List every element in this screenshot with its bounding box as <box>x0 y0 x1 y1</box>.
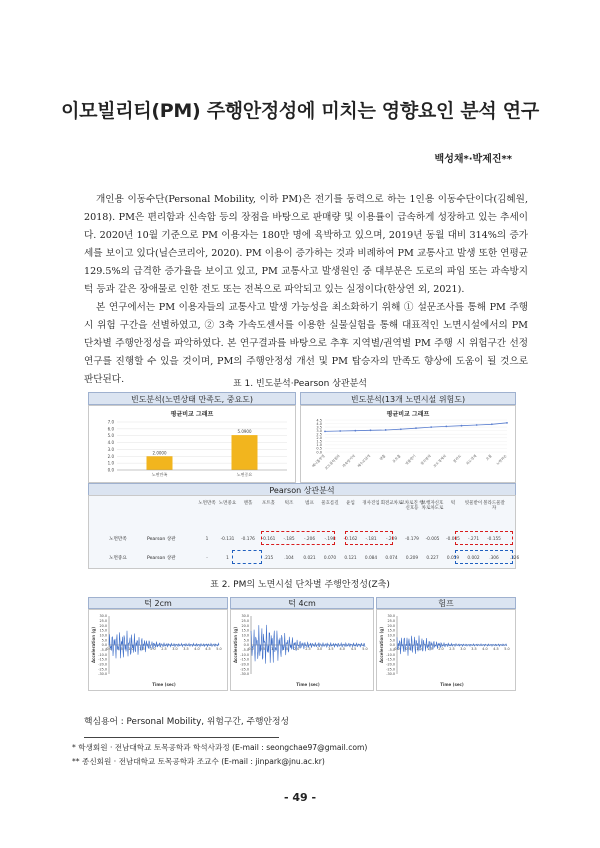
x-tick-label: 4.0 <box>194 647 200 651</box>
x-axis-label: Time (sec) <box>440 682 464 687</box>
row-label: 노면중요 <box>109 556 127 561</box>
table-cell: 1 <box>205 537 209 542</box>
waveform-panel-4cm <box>230 609 374 691</box>
data-label: 5.0900 <box>237 429 252 435</box>
y-tick-label: 15.0 <box>99 628 107 633</box>
y-tick-label: 15.0 <box>387 628 395 633</box>
table-cell: 0.074 <box>385 556 398 561</box>
y-tick-label: 15.0 <box>241 628 249 633</box>
freq-left-header: 빈도분석(노면상태 만족도, 중요도) <box>88 392 296 405</box>
y-tick-label: 10.0 <box>241 633 249 638</box>
x-tick-label: 0.0 <box>394 647 400 651</box>
x-tick-label: 볼라드 <box>452 453 463 464</box>
row-stat: Pearson 상관 <box>147 556 176 561</box>
y-tick-label: 1.0 <box>316 443 322 448</box>
y-tick-label: -10.0 <box>240 652 249 657</box>
table-cell: .215 <box>263 556 274 561</box>
y-tick-label: 25.0 <box>387 619 395 624</box>
table-cell: 0.227 <box>426 556 439 561</box>
x-tick-label: 매니홀뚜껑 <box>311 453 326 469</box>
y-tick-label: 3.5 <box>316 425 322 430</box>
x-tick-label: 2.0 <box>293 647 300 651</box>
bar-chart <box>89 406 295 482</box>
x-axis-label: Time (sec) <box>152 682 176 687</box>
x-tick-label: 2.5 <box>449 647 455 651</box>
table-cell: -0.161 <box>261 537 276 542</box>
column-header: 물흐름길 <box>321 501 339 506</box>
x-tick-label: 배수로덮개 <box>356 453 372 469</box>
table-cell: -0.155 <box>487 537 501 542</box>
y-tick-label: 5.0 <box>107 433 114 439</box>
y-tick-label: 4.0 <box>316 421 322 426</box>
highlight-red <box>261 531 335 545</box>
highlight-red <box>455 531 513 545</box>
y-tick-label: 1.5 <box>316 439 322 444</box>
table-cell: .306 <box>489 556 499 561</box>
line-chart <box>301 406 515 482</box>
y-tick-label: 20.0 <box>99 623 107 628</box>
panel-header-2cm: 턱 2cm <box>88 597 228 609</box>
column-header: 볼라드물잘자 <box>483 501 505 511</box>
y-tick-label: -20.0 <box>98 662 107 667</box>
y-tick-label: 0.0 <box>107 467 114 473</box>
x-tick-label: 5.0 <box>216 647 222 651</box>
table-cell: -.185 <box>283 537 295 542</box>
x-tick-label: 2.0 <box>150 647 156 651</box>
x-tick-label: 3.0 <box>172 647 178 651</box>
y-tick-label: -15.0 <box>98 657 107 662</box>
pearson-table <box>88 495 520 569</box>
y-tick-label: -10.0 <box>98 652 107 657</box>
column-header: 노면중요 <box>218 501 237 506</box>
y-tick-label: 3.0 <box>316 428 322 433</box>
table-cell: .326 <box>509 556 520 561</box>
table-cell: 0.084 <box>364 556 378 561</box>
x-tick-label: 1.5 <box>139 647 145 651</box>
x-tick-label: 3.0 <box>316 647 323 651</box>
column-header: 회전교차로 <box>380 501 403 506</box>
keywords: 핵심용어 : Personal Mobility, 위험구간, 주행안정성 <box>84 717 289 727</box>
table-cell: -.271 <box>467 537 480 542</box>
y-tick-label: 2.0 <box>107 453 114 459</box>
y-tick-label: -20.0 <box>386 662 395 667</box>
y-tick-label: 25.0 <box>241 619 249 624</box>
table-cell: 0.209 <box>405 556 419 561</box>
paragraph: 개인용 이동수단(Personal Mobility, 이하 PM)은 전기를 동력으로 하는 1인용 이동수단이다(김혜원, 2018). PM은 편리함과 신속함 등의 장점을 바탕으로 판매량 및 이용률이 급속하게 성장하고 있는 추세이다. 2020년 10월 기준으로 PM 이용자는 180만 명에 육박하고 있으며, 2019년 동월 대비 314%의 증가세를 보이고 있다(닐슨코리아, 2020). PM 이용이 증가하는 것과 비례하여 PM 교통사고 발생 또한 연평균 129.5%의 급격한 증가율을 보이고 있고, PM 교통사고 발생원인 중 대부분은 도로의 파임 또는 과속방지턱 등과 같은 장애물로 인한 전도 또는 전복으로 파악되고 있는 실정이다(한상연 외, 2021). <box>84 194 528 295</box>
x-tick-label: 빗물받이 <box>404 453 417 466</box>
table2-caption: 표 2. PM의 노면시설 단차별 주행안정성(Z축) <box>210 580 390 590</box>
signal-line <box>251 625 368 664</box>
y-tick-label: 30.0 <box>99 614 107 619</box>
column-header: 노면만족 <box>198 501 216 506</box>
data-label: 2.0000 <box>152 450 167 456</box>
column-header: 범프 <box>305 501 314 506</box>
bar-chart-title: 평균비교 그래프 <box>170 411 214 418</box>
table-cell: -.198 <box>324 537 336 542</box>
x-tick-label: 1.0 <box>128 647 134 651</box>
x-tick-label: 과속방지턱 <box>341 453 357 469</box>
highlight-blue <box>455 550 513 564</box>
y-tick-label: 7.0 <box>107 419 114 425</box>
x-tick-label: 3.0 <box>460 647 466 651</box>
x-tick-label: 5.0 <box>362 647 368 651</box>
y-tick-label: -25.0 <box>98 667 107 672</box>
x-tick-label: 노면중요 <box>236 472 253 477</box>
x-tick-label: 포트홀 <box>391 453 402 464</box>
footnote: * 학생회원 · 전남대학교 토목공학과 학석사과정 (E-mail : seongchae97@gmail.com) <box>72 743 368 752</box>
x-tick-label: 0.5 <box>405 647 411 651</box>
column-header: 빗물받이 <box>464 501 483 506</box>
x-tick-label: 0.5 <box>117 647 123 651</box>
x-tick-label: 5.0 <box>504 647 510 651</box>
x-tick-label: 보도경계석 <box>432 453 448 469</box>
y-tick-label: 6.0 <box>107 426 114 432</box>
line-chart-title: 평균비교 그래프 <box>386 411 430 418</box>
x-tick-label: 4.0 <box>339 647 345 651</box>
x-tick-label: 2.5 <box>161 647 167 651</box>
x-tick-label: 0.0 <box>106 647 112 651</box>
highlight-blue <box>232 550 262 564</box>
table-cell: -.206 <box>303 537 316 542</box>
line-chart-panel <box>300 405 516 483</box>
y-tick-label: -15.0 <box>240 657 249 662</box>
y-tick-label: 5.0 <box>389 638 395 643</box>
waveform-chart <box>377 610 515 690</box>
y-tick-label: 0.0 <box>389 643 395 648</box>
bar <box>232 435 258 470</box>
y-tick-label: 0.0 <box>243 643 249 648</box>
table-cell: -0.005 <box>425 537 440 542</box>
signal-line <box>397 636 510 656</box>
highlight-red <box>345 531 393 545</box>
x-tick-label: 보도블럭침하 <box>324 453 341 471</box>
y-tick-label: -30.0 <box>386 672 395 677</box>
column-header: 윤입 <box>346 501 355 506</box>
panel-header-hump: 험프 <box>376 597 516 609</box>
x-tick-label: 4.5 <box>205 647 211 651</box>
x-tick-label: 4.5 <box>493 647 499 651</box>
waveform-panel-2cm <box>88 609 228 691</box>
y-tick-label: -5.0 <box>388 648 395 653</box>
y-axis-label: Acceleration (g) <box>91 626 96 664</box>
table-cell: 0.002 <box>467 556 480 561</box>
x-tick-label: 3.5 <box>471 647 477 651</box>
x-tick-label: 4.0 <box>482 647 488 651</box>
y-tick-label: 0.0 <box>101 643 107 648</box>
bar-chart-panel <box>88 405 296 483</box>
y-tick-label: -30.0 <box>240 672 249 677</box>
table-cell: 0.121 <box>344 556 357 561</box>
table-cell: -.181 <box>365 537 377 542</box>
column-header: 보행자신호 차로차도로 <box>421 501 444 511</box>
y-tick-label: 5.0 <box>243 638 249 643</box>
x-tick-label: 2.0 <box>438 647 444 651</box>
y-tick-label: 25.0 <box>99 619 107 624</box>
page-title: 이모빌리티(PM) 주행안정성에 미치는 영향요인 분석 연구 <box>61 100 539 122</box>
bar <box>147 456 173 470</box>
x-tick-label: 0.0 <box>248 647 254 651</box>
column-header: 포트홀 <box>261 501 276 506</box>
row-label: 노면만족 <box>109 537 127 542</box>
x-tick-label: 점자블럭 <box>419 453 432 466</box>
y-tick-label: -20.0 <box>240 662 249 667</box>
authors: 백성채*·박제진** <box>434 154 512 165</box>
y-axis-label: Acceleration (g) <box>233 626 238 664</box>
x-tick-label: 0.5 <box>259 647 266 651</box>
x-tick-label: 차도경계 <box>465 453 478 466</box>
x-tick-label: 3.5 <box>328 647 334 651</box>
table1-caption: 표 1. 빈도분석·Pearson 상관분석 <box>232 379 368 389</box>
paragraph: 본 연구에서는 PM 이용자들의 교통사고 발생 가능성을 최소화하기 위해 ① 설문조사를 통해 PM 주행 시 위험 구간을 선별하였고, ② 3축 가속도센서를 이용한 실물실험을 통해 대표적인 노면시설에서의 PM 단차별 주행안정성을 파악하였다. 본 연구결과를 바탕으로 추후 지역별/권역별 PM 주행 시 위험구간 선정 연구를 진행할 수 있을 것이며, PM의 주행안정성 개선 및 PM 탑승자의 만족도 향상에 도움이 될 것으로 판단된다. <box>84 302 528 385</box>
waveform-chart <box>231 610 373 690</box>
row-stat: Pearson 상관 <box>147 537 176 542</box>
table-cell: -.209 <box>385 537 398 542</box>
y-tick-label: 30.0 <box>241 614 249 619</box>
y-tick-label: -5.0 <box>242 648 249 653</box>
footnote-divider <box>84 737 279 738</box>
y-tick-label: 10.0 <box>387 633 395 638</box>
y-tick-label: -15.0 <box>386 657 395 662</box>
table-cell: -0.176 <box>241 537 255 542</box>
y-tick-label: 4.0 <box>107 440 114 446</box>
waveform-chart <box>89 610 227 690</box>
table-cell: 0.021 <box>303 556 316 561</box>
table-cell: 0.070 <box>323 556 337 561</box>
y-tick-label: 0.0 <box>316 450 322 455</box>
y-tick-label: -25.0 <box>386 667 395 672</box>
y-tick-label: -30.0 <box>98 672 107 677</box>
x-tick-label: 1.0 <box>416 647 422 651</box>
x-tick-label: 1.5 <box>427 647 433 651</box>
table-cell: 1 <box>226 556 229 561</box>
table-cell: -0.162 <box>343 537 358 542</box>
y-tick-label: -25.0 <box>240 667 249 672</box>
y-tick-label: 30.0 <box>387 614 395 619</box>
column-header: 턱 <box>450 501 456 506</box>
y-tick-label: -5.0 <box>100 648 107 653</box>
panel-header-4cm: 턱 4cm <box>230 597 374 609</box>
footnote: ** 종신회원 · 전남대학교 토목공학과 조교수 (E-mail : jinpark@jnu.ac.kr) <box>72 757 325 766</box>
x-tick-label: 맨홀 <box>378 453 387 462</box>
column-header: 경사진입 <box>362 501 380 506</box>
column-header: 교차로진 행신호등 <box>400 501 424 511</box>
y-tick-label: -10.0 <box>386 652 395 657</box>
y-tick-label: 20.0 <box>241 623 249 628</box>
page-number: - 49 - <box>283 791 317 804</box>
column-header: 맨홀 <box>243 501 253 506</box>
x-tick-label: 2.5 <box>305 647 311 651</box>
y-axis-label: Acceleration (g) <box>379 626 384 664</box>
y-tick-label: 4.5 <box>316 418 322 423</box>
table-cell: -0.131 <box>220 537 235 542</box>
x-tick-label: 1.5 <box>282 647 288 651</box>
pearson-header: Pearson 상관분석 <box>88 483 516 496</box>
x-tick-label: 1.0 <box>271 647 277 651</box>
x-tick-label: 노면파손 <box>495 453 508 466</box>
y-tick-label: 2.0 <box>316 436 322 441</box>
waveform-panel-hump <box>376 609 516 691</box>
table-cell: -0.005 <box>446 537 460 542</box>
table-cell: - <box>206 556 208 561</box>
table-cell: 0.059 <box>446 556 460 561</box>
column-header: 턱조 <box>284 501 294 506</box>
y-tick-label: 3.0 <box>107 446 114 452</box>
x-tick-label: 3.5 <box>183 647 189 651</box>
y-tick-label: 1.0 <box>107 460 114 466</box>
y-tick-label: 0.5 <box>316 446 322 451</box>
x-tick-label: 노면만족 <box>151 472 168 477</box>
y-tick-label: 5.0 <box>101 638 107 643</box>
signal-line <box>109 631 222 659</box>
table-cell: .104 <box>284 556 294 561</box>
freq-right-header: 빈도분석(13개 노면시설 위험도) <box>300 392 516 405</box>
table-cell: -0.179 <box>405 537 419 542</box>
y-tick-label: 10.0 <box>99 633 107 638</box>
y-tick-label: 2.5 <box>316 432 322 437</box>
x-tick-label: 요철 <box>485 453 493 462</box>
x-tick-label: 4.5 <box>350 647 357 651</box>
body-text <box>84 191 528 389</box>
x-axis-label: Time (sec) <box>296 682 320 687</box>
y-tick-label: 20.0 <box>387 623 395 628</box>
